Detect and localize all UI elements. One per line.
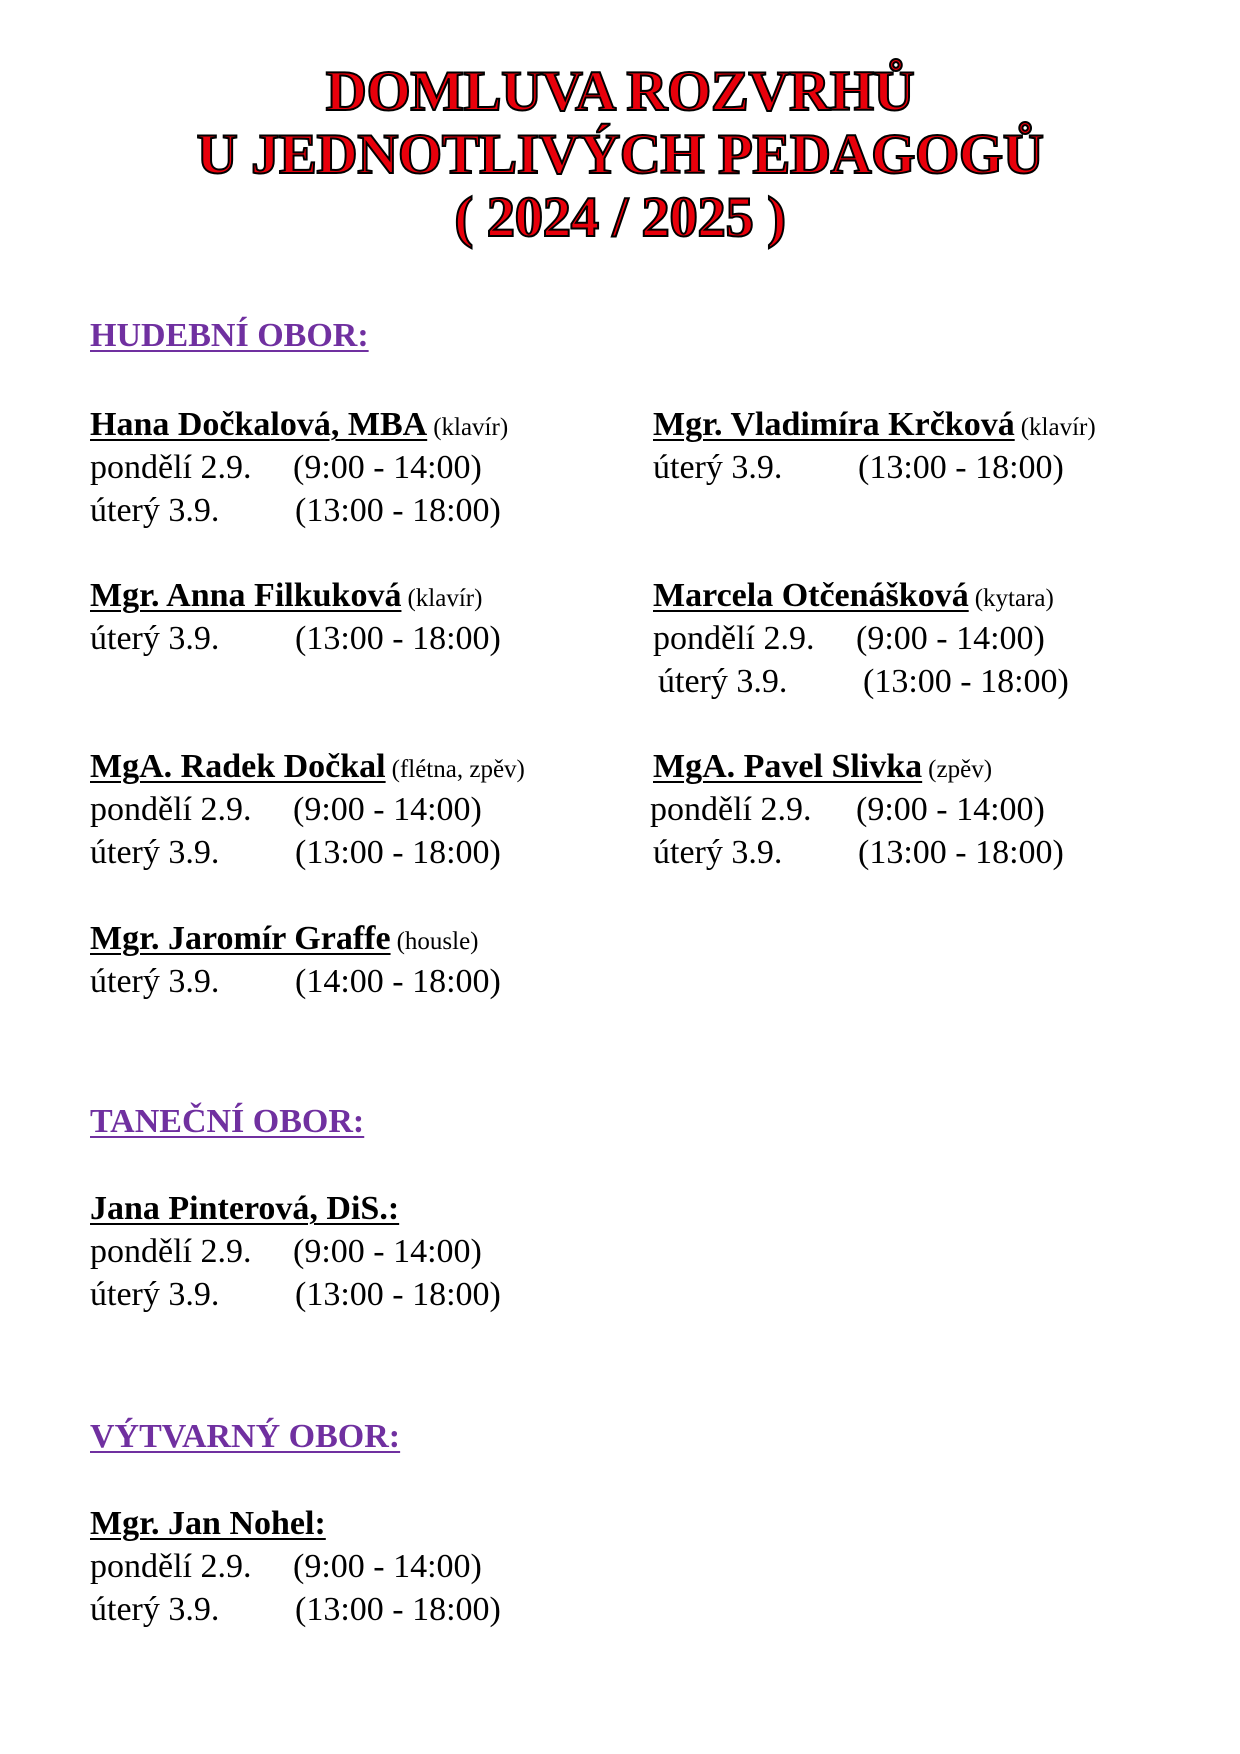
teacher-instrument: (klavír)	[433, 414, 509, 441]
teacher-name: Hana Dočkalová, MBA	[90, 406, 428, 443]
slot-time: (9:00 - 14:00)	[856, 620, 1045, 657]
teacher-card	[653, 403, 1096, 489]
teacher-name: Jana Pinterová, DiS.:	[90, 1190, 400, 1227]
slot-day: úterý 3.9.	[90, 834, 220, 871]
teacher-name: Mgr. Jaromír Graffe	[90, 920, 391, 957]
slot-time: (9:00 - 14:00)	[293, 449, 482, 486]
schedule-slot	[90, 617, 501, 660]
slot-day: úterý 3.9.	[658, 663, 788, 700]
schedule-slot	[90, 831, 525, 874]
teacher-card	[90, 745, 525, 874]
teacher-instrument: (kytara)	[974, 585, 1054, 612]
schedule-slot	[650, 788, 1045, 831]
teacher-name: Marcela Otčenášková	[653, 577, 969, 614]
teacher-name: Mgr. Jan Nohel:	[90, 1505, 326, 1542]
schedule-slot	[90, 788, 525, 831]
slot-time: (13:00 - 18:00)	[295, 834, 501, 871]
schedule-slot	[658, 660, 1069, 703]
teacher-card	[90, 1502, 501, 1631]
section-heading-dance: TANEČNÍ OBOR:	[90, 1103, 365, 1140]
slot-time: (13:00 - 18:00)	[295, 492, 501, 529]
slot-day: úterý 3.9.	[653, 449, 783, 486]
teacher-instrument: (klavír)	[1020, 414, 1096, 441]
slot-day: pondělí 2.9.	[90, 1548, 252, 1585]
teacher-card	[90, 1187, 501, 1316]
schedule-slot	[653, 617, 1054, 660]
slot-time: (9:00 - 14:00)	[293, 1233, 482, 1270]
slot-day: pondělí 2.9.	[653, 620, 815, 657]
teacher-name: MgA. Pavel Slivka	[653, 748, 923, 785]
teacher-card	[653, 574, 1069, 703]
teacher-instrument: (klavír)	[407, 585, 483, 612]
slot-time: (13:00 - 18:00)	[858, 449, 1064, 486]
teacher-instrument: (zpěv)	[928, 756, 993, 783]
slot-time: (13:00 - 18:00)	[858, 834, 1064, 871]
slot-day: pondělí 2.9.	[90, 1233, 252, 1270]
slot-time: (9:00 - 14:00)	[293, 791, 482, 828]
title-line-2: U JEDNOTLIVÝCH PEDAGOGŮ	[196, 123, 1044, 186]
slot-day: úterý 3.9.	[90, 1276, 220, 1313]
teacher-name: Mgr. Anna Filkuková	[90, 577, 402, 614]
teacher-instrument: (flétna, zpěv)	[391, 756, 525, 783]
schedule-slot	[90, 1588, 501, 1631]
title-line-3: ( 2024 / 2025 )	[454, 186, 786, 249]
schedule-slot	[90, 1273, 501, 1316]
teacher-card	[90, 917, 501, 1003]
slot-day: úterý 3.9.	[90, 1591, 220, 1628]
slot-day: pondělí 2.9.	[90, 791, 252, 828]
section-heading-art: VÝTVARNÝ OBOR:	[90, 1418, 401, 1455]
teacher-instrument: (housle)	[396, 928, 479, 955]
schedule-slot	[653, 446, 1096, 489]
slot-day: pondělí 2.9.	[90, 449, 252, 486]
slot-time: (13:00 - 18:00)	[295, 620, 501, 657]
slot-time: (9:00 - 14:00)	[293, 1548, 482, 1585]
slot-time: (13:00 - 18:00)	[863, 663, 1069, 700]
slot-day: úterý 3.9.	[90, 620, 220, 657]
teacher-name: MgA. Radek Dočkal	[90, 748, 386, 785]
slot-time: (14:00 - 18:00)	[295, 963, 501, 1000]
schedule-slot	[90, 960, 501, 1003]
teacher-card	[90, 403, 508, 532]
schedule-slot	[90, 446, 508, 489]
schedule-slot	[90, 1230, 482, 1273]
slot-time: (13:00 - 18:00)	[295, 1591, 501, 1628]
slot-time: (9:00 - 14:00)	[856, 791, 1045, 828]
title-line-1: DOMLUVA ROZVRHŮ	[325, 60, 915, 123]
teacher-card	[650, 745, 1064, 874]
slot-day: úterý 3.9.	[90, 492, 220, 529]
teacher-card	[90, 574, 501, 660]
slot-day: pondělí 2.9.	[650, 791, 812, 828]
teacher-name: Mgr. Vladimíra Krčková	[653, 406, 1015, 443]
slot-day: úterý 3.9.	[90, 963, 220, 1000]
slot-day: úterý 3.9.	[653, 834, 783, 871]
schedule-slot	[90, 1545, 482, 1588]
section-heading-music: HUDEBNÍ OBOR:	[90, 317, 369, 354]
schedule-slot	[653, 831, 1064, 874]
schedule-slot	[90, 489, 508, 532]
slot-time: (13:00 - 18:00)	[295, 1276, 501, 1313]
